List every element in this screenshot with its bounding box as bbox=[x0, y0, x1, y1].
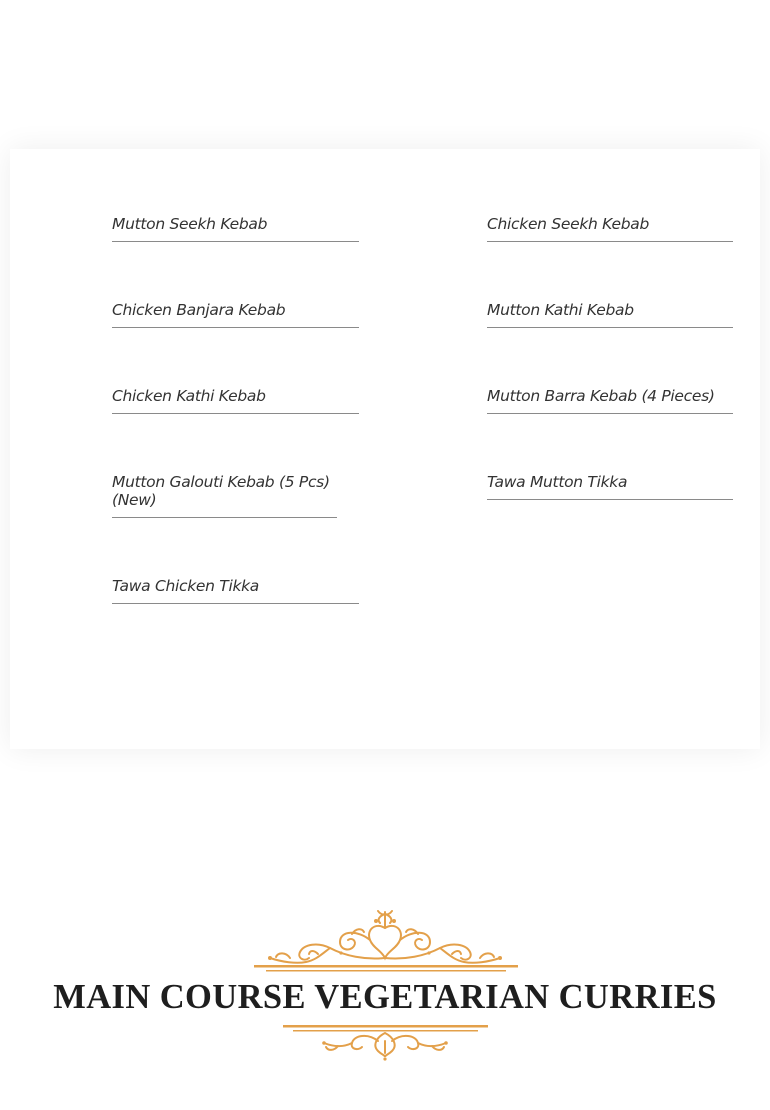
menu-column-left bbox=[112, 215, 359, 663]
menu-item[interactable]: Tawa Chicken Tikka bbox=[112, 577, 359, 604]
menu-item[interactable]: Mutton Kathi Kebab bbox=[487, 301, 733, 328]
menu-item[interactable]: Chicken Seekh Kebab bbox=[487, 215, 733, 242]
menu-item[interactable]: Mutton Galouti Kebab (5 Pcs) (New) bbox=[112, 473, 337, 518]
flourish-top-icon bbox=[0, 908, 770, 974]
menu-column-right bbox=[487, 215, 733, 559]
menu-item[interactable]: Chicken Banjara Kebab bbox=[112, 301, 359, 328]
menu-item[interactable]: Chicken Kathi Kebab bbox=[112, 387, 359, 414]
menu-item[interactable]: Tawa Mutton Tikka bbox=[487, 473, 733, 500]
section-heading bbox=[0, 905, 770, 1065]
flourish-bottom-icon bbox=[0, 1019, 770, 1061]
menu-card bbox=[10, 149, 760, 749]
menu-item[interactable]: Mutton Seekh Kebab bbox=[112, 215, 359, 242]
section-title: MAIN COURSE VEGETARIAN CURRIES bbox=[53, 978, 717, 1016]
menu-item[interactable]: Mutton Barra Kebab (4 Pieces) bbox=[487, 387, 733, 414]
